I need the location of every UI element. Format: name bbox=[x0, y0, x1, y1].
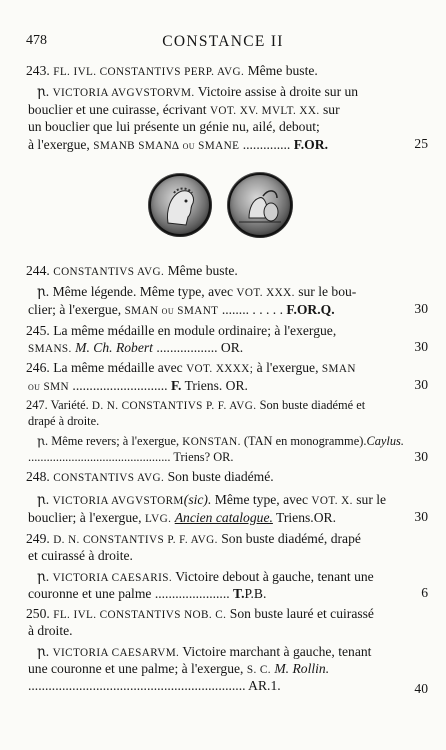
reverse-description: couronne et une palme bbox=[28, 586, 152, 601]
mint-marks: SMAN ou SMANT bbox=[124, 305, 219, 317]
entry-line: drapé à droite. bbox=[28, 414, 100, 428]
entry-number: 243. bbox=[26, 63, 50, 78]
exergue-label: bouclier; à l'exergue, bbox=[28, 510, 142, 525]
reverse-legend: VICTORIA AVGVSTORM bbox=[52, 495, 184, 507]
reverse-mark: ꞃ. bbox=[37, 284, 50, 299]
price: 40 bbox=[414, 681, 428, 696]
entry-line bbox=[26, 322, 336, 339]
metal-rarity: OR. bbox=[220, 340, 244, 355]
entry-line bbox=[28, 339, 243, 358]
leader-dots: ................................................................ bbox=[28, 678, 246, 693]
entry-description: La même médaille en module ordinaire; à l'exergue, bbox=[53, 323, 337, 338]
reverse-line bbox=[37, 83, 358, 102]
denomination: Triens. OR. bbox=[184, 378, 248, 393]
leader-dots: ............................ bbox=[72, 378, 168, 393]
price: 30 bbox=[414, 339, 428, 354]
metal-rarity: F.OR. bbox=[293, 137, 328, 152]
reverse-legend: VICTORIA CAESARVM. bbox=[52, 647, 180, 659]
obverse-legend: CONSTANTIVS AVG. bbox=[53, 266, 165, 278]
reverse-mark: ꞃ. bbox=[37, 434, 49, 448]
metal-rarity: T. bbox=[233, 586, 245, 601]
reverse-legend: VICTORIA AVGVSTORVM. bbox=[52, 87, 195, 99]
reverse-line: un bouclier que lui présente un génie nu, ailé, debout; bbox=[28, 119, 320, 134]
mint-marks: S. C. bbox=[246, 664, 271, 676]
entry-line bbox=[28, 377, 248, 396]
collection-name: Caylus. bbox=[366, 434, 404, 448]
reverse-line bbox=[37, 283, 356, 302]
coin-obverse-image bbox=[148, 173, 212, 237]
exergue-label: clier; à l'exergue, bbox=[28, 302, 122, 317]
obverse-legend: D. N. CONSTANTIVS P. F. AVG. bbox=[91, 400, 257, 412]
reverse-line bbox=[28, 677, 281, 694]
page-number: 478 bbox=[26, 33, 47, 48]
entry-number: 248. bbox=[26, 469, 50, 484]
collection-name: M. Rollin. bbox=[274, 661, 330, 676]
price: 25 bbox=[414, 136, 428, 151]
vow-inscription: VOT. X. bbox=[311, 495, 353, 507]
reverse-description: Même revers; à l'exergue, bbox=[51, 434, 180, 448]
monogram-note: (TAN en monogramme). bbox=[243, 434, 367, 448]
collection-name: M. Ch. Robert bbox=[75, 340, 153, 355]
mint-marks: KONSTAN. bbox=[182, 436, 241, 448]
obverse-legend: FL. IVL. CONSTANTIVS NOB. C. bbox=[53, 609, 227, 621]
reverse-description: sur le bbox=[356, 492, 387, 507]
reverse-description: Victoire assise à droite sur un bbox=[197, 84, 359, 99]
reverse-description: Victoire marchant à gauche, tenant bbox=[182, 644, 372, 659]
obverse-description: Même buste. bbox=[167, 263, 238, 278]
leader-dots: ........ . . . . . bbox=[221, 302, 283, 317]
leader-dots: .............................................. bbox=[28, 450, 171, 464]
obverse-description: Son buste diadémé. bbox=[167, 469, 274, 484]
reverse-mark: ꞃ. bbox=[37, 644, 50, 659]
entry-obverse-line bbox=[26, 62, 318, 81]
entry-obverse-line bbox=[26, 468, 274, 487]
reverse-line bbox=[28, 509, 336, 528]
metal-rarity: AR.1. bbox=[248, 678, 281, 693]
collection-name: Ancien catalogue. bbox=[174, 510, 273, 525]
vow-inscription: VOT. XV. MVLT. XX. bbox=[209, 105, 320, 117]
reverse-description: Victoire debout à gauche, tenant une bbox=[175, 569, 374, 584]
price: 30 bbox=[414, 301, 428, 316]
vow-inscription: VOT. XXXX; bbox=[186, 363, 254, 375]
page-title: CONSTANCE II bbox=[162, 33, 284, 50]
mint-marks: ou SMN bbox=[28, 381, 70, 393]
entry-line: et cuirassé à droite. bbox=[28, 548, 133, 563]
reverse-line bbox=[28, 585, 266, 602]
entry-number: 247. bbox=[26, 398, 48, 412]
reverse-mark: ꞃ. bbox=[37, 84, 50, 99]
entry-line: à droite. bbox=[28, 623, 73, 638]
variety-label: Variété. bbox=[50, 398, 89, 412]
reverse-description: Même légende. Même type, avec bbox=[52, 284, 233, 299]
entry-number: 249. bbox=[26, 531, 50, 546]
entry-obverse-line bbox=[26, 605, 374, 624]
mint-marks: LVG. bbox=[144, 513, 172, 525]
entry-number: 250. bbox=[26, 606, 50, 621]
obverse-legend: CONSTANTIVS AVG. bbox=[53, 472, 165, 484]
entry-line bbox=[26, 359, 356, 378]
reverse-line bbox=[37, 491, 386, 510]
reverse-legend: VICTORIA CAESARIS. bbox=[52, 572, 173, 584]
laureate-bust-coin-icon bbox=[148, 173, 212, 237]
vow-inscription: VOT. XXX. bbox=[236, 287, 295, 299]
seated-victory-coin-icon bbox=[227, 172, 293, 238]
reverse-mark: ꞃ. bbox=[37, 492, 50, 507]
entry-number: 246. bbox=[26, 360, 50, 375]
obverse-legend: FL. IVL. CONSTANTIVS PERP. AVG. bbox=[53, 66, 245, 78]
entry-number: 244. bbox=[26, 263, 50, 278]
obverse-description: Son buste lauré et cuirassé bbox=[229, 606, 374, 621]
obverse-description: Son buste diadémé, drapé bbox=[221, 531, 361, 546]
reverse-description: sur bbox=[323, 102, 340, 117]
metal-rarity: F. bbox=[170, 378, 182, 393]
reverse-description: sur le bou- bbox=[298, 284, 357, 299]
entry-obverse-line bbox=[26, 262, 238, 281]
metal-rarity: Triens? OR. bbox=[173, 450, 234, 464]
denomination: P.B. bbox=[244, 586, 267, 601]
mint-marks: SMANS. bbox=[28, 343, 72, 355]
reverse-description: bouclier et une cuirasse, écrivant bbox=[28, 102, 207, 117]
exergue-label: à l'exergue, bbox=[28, 137, 90, 152]
metal-rarity: F.OR.Q. bbox=[286, 302, 335, 317]
obverse-description: Son buste diadémé et bbox=[259, 398, 366, 412]
running-header bbox=[0, 33, 446, 53]
price: 30 bbox=[414, 377, 428, 392]
obverse-legend: D. N. CONSTANTIVS P. F. AVG. bbox=[53, 534, 218, 546]
coin-reverse-image bbox=[227, 172, 293, 238]
leader-dots: .............. bbox=[242, 137, 291, 152]
entry-description: La même médaille avec bbox=[53, 360, 183, 375]
reverse-description: une couronne et une palme; à l'exergue, bbox=[28, 661, 244, 676]
reverse-mark: ꞃ. bbox=[37, 569, 50, 584]
sic-note: (sic). bbox=[183, 492, 212, 507]
price: 30 bbox=[414, 509, 428, 524]
reverse-description: Même type, avec bbox=[214, 492, 308, 507]
mint-marks: SMAN bbox=[321, 363, 356, 375]
reverse-line bbox=[28, 449, 234, 466]
price: 30 bbox=[414, 449, 428, 464]
reverse-line bbox=[28, 136, 328, 155]
exergue-label: à l'exergue, bbox=[256, 360, 319, 375]
mint-marks: SMANB SMAN∆ ou SMANE bbox=[93, 140, 240, 152]
price: 6 bbox=[421, 585, 428, 600]
denomination: Triens.OR. bbox=[276, 510, 336, 525]
reverse-line bbox=[28, 301, 335, 320]
obverse-description: Même buste. bbox=[247, 63, 318, 78]
leader-dots: ...................... bbox=[154, 586, 230, 601]
entry-number: 245. bbox=[26, 323, 50, 338]
leader-dots: .................. bbox=[156, 340, 218, 355]
